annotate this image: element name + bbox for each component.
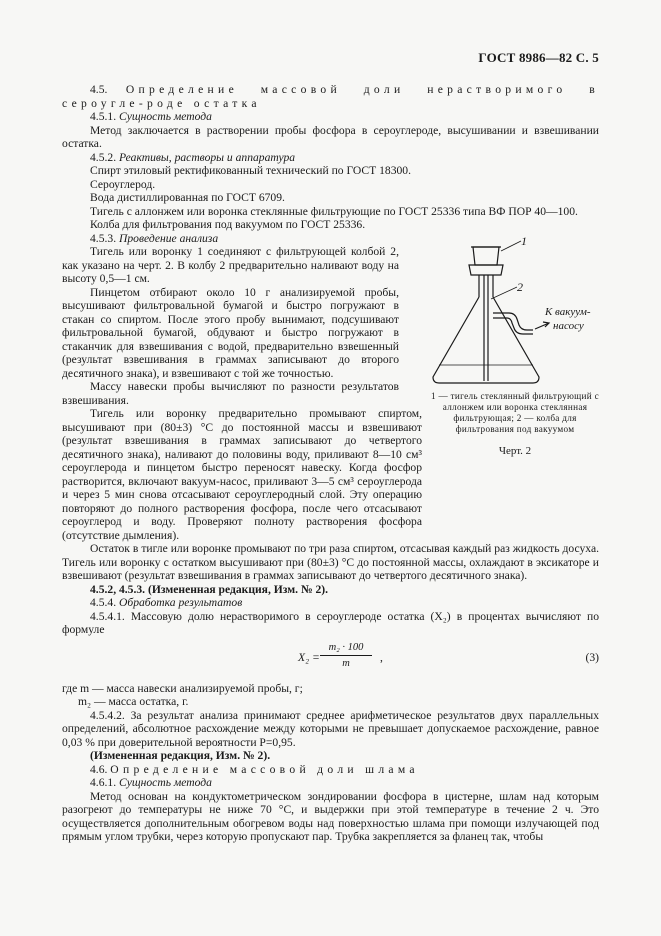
where-m: где m — масса навески анализируемой пробы, г; [62,681,303,695]
section-4-5-1-text: Метод заключается в растворении пробы фосфора в сероуглероде, высушивании и взвешивании остатка. [62,123,599,150]
formula-3 [62,640,599,678]
formula-lhs: X₂ = [298,650,320,664]
section-4-5-3-heading: 4.5.3. Проведение анализа [90,231,219,245]
amendment-note-1: 4.5.2, 4.5.3. (Измененная редакция, Изм. № 2). [90,582,329,596]
sludge-method-para: Метод основан на кондуктометрическом зондировании фосфора в цистерне, шлам над которым разогреют до температуры не ниже 70 °С, и выдержки при этой температуре в течение 2 ч. Это осуществляется дополнительным обогревом воды над поверхностью шлама при помощи излучающей под прямым углом трубки, через которую пропускают пар. Трубка закрепляется за фланец так, чтобы [62,789,599,843]
section-4-6-1-heading: 4.6.1. Сущность метода [90,776,212,789]
page-header: ГОСТ 8986—82 С. 5 [478,50,599,65]
procedure-para-4: Тигель или воронку предварительно промывают спиртом, высушивают при (80±3) °С до постоянной массы и взвешивают (результат взвешивания в граммах записывают до четвертого десятичного знака), наливают до половины воду, приливают 8—10 см³ сероуглерода и пинцетом быстро переносят навеску. Когда фосфор растворится, включают вакуум-насос, приливают 3—5 см³ сероуглерода и через 5 мин снова отсасывают сероуглеродный слой. Эту операцию повторяют до полного растворения фосфора, после чего отсасывают сероуглерод и воду. Проверяют полноту растворения фосфора (отсутствие дымления). [62,407,422,542]
formula-number: (3) [585,650,599,664]
procedure-para-3: Массу навески пробы вычисляют по разности результатов взвешивания. [62,380,399,407]
section-4-6-heading: 4.6. Определение массовой доли шлама [90,762,419,776]
apparatus-crucible: Тигель с аллонжем или воронка стеклянные фильтрующие по ГОСТ 25336 типа ВФ ПОР 40—100. [90,204,578,218]
section-4-5-4-heading: 4.5.4. Обработка результатов [90,596,243,609]
vacuum-label-line2: насосу [553,320,584,332]
figure-caption: 1 — тигель стеклянный фильтрующий с аллонжем или воронка стеклянная фильтрующая; 2 — колба для фильтрования под вакуумом [431,390,599,434]
apparatus-flask: Колба для фильтрования под вакуумом по ГОСТ 25336. [90,218,366,231]
result-para: 4.5.4.2. За результат анализа принимают среднее арифметическое результатов двух параллельных определений, абсолютное расхождение между которыми не превышает допускаемое расхождение, равное 0,03 % при доверительной вероятности P=0,95. [62,708,599,749]
callout-2: 2 [517,280,523,294]
reagent-ethanol: Спирт этиловый ректификованный технический по ГОСТ 18300. [90,164,412,177]
procedure-narrow-block [62,245,399,407]
formula-fraction [320,641,372,671]
formula-tail: , [380,650,383,664]
procedure-para-2: Пинцетом отбирают около 10 г анализируемой пробы, высушивают фильтровальной бумагой и быстро погружают в стакан со спиртом. После этого пробу вынимают, подсушивают фильтровальной бумагой, обдувают и быстро погружают в стаканчик для взвешивания с водой, предварительно взвешенный (результат взвешивания в граммах записывают до второго десятичного знака), и взвешивают с той же точностью. [62,285,399,380]
vacuum-label-line1: К вакуум- [545,306,591,318]
calculation-para: 4.5.4.1. Массовую долю нерастворимого в сероуглероде остатка (X₂) в процентах вычисляют по формуле [62,609,599,636]
procedure-para-5: Остаток в тигле или воронке промывают по три раза спиртом, отсасывая каждый раз жидкость досуха. Тигель или воронку с остатком высушивают при (80±3) °С до постоянной массы, охлаждают в эксикаторе и взвешивают (результат взвешивания в граммах записывают до четвертого десятичного знака). [62,542,599,582]
reagent-carbon-disulfide: Сероуглерод. [90,177,156,191]
text-column [62,83,599,844]
section-4-5-heading: 4.5. Определение массовой доли нерастворимого в сероугле-роде остатка [62,83,599,110]
procedure-para-1: Тигель или воронку 1 соединяют с фильтрующей колбой 2, как указано на черт. 2. В колбу 2 предварительно наливают воду на высоту 0,5—1 см. [62,245,399,285]
figure-number: Черт. 2 [498,444,532,457]
where-m2: m₂ — масса остатка, г. [78,695,189,708]
formula-numerator: m₂ · 100 [320,641,372,657]
amendment-note-2: (Измененная редакция, Изм. № 2). [90,749,271,762]
callout-1: 1 [521,235,527,248]
section-4-5-1-heading: 4.5.1. Сущность метода [90,110,212,123]
reagent-water: Вода дистиллированная по ГОСТ 6709. [90,191,285,204]
formula-denominator: m [342,658,350,669]
section-4-5-2-heading: 4.5.2. Реактивы, растворы и аппаратура [90,150,296,164]
